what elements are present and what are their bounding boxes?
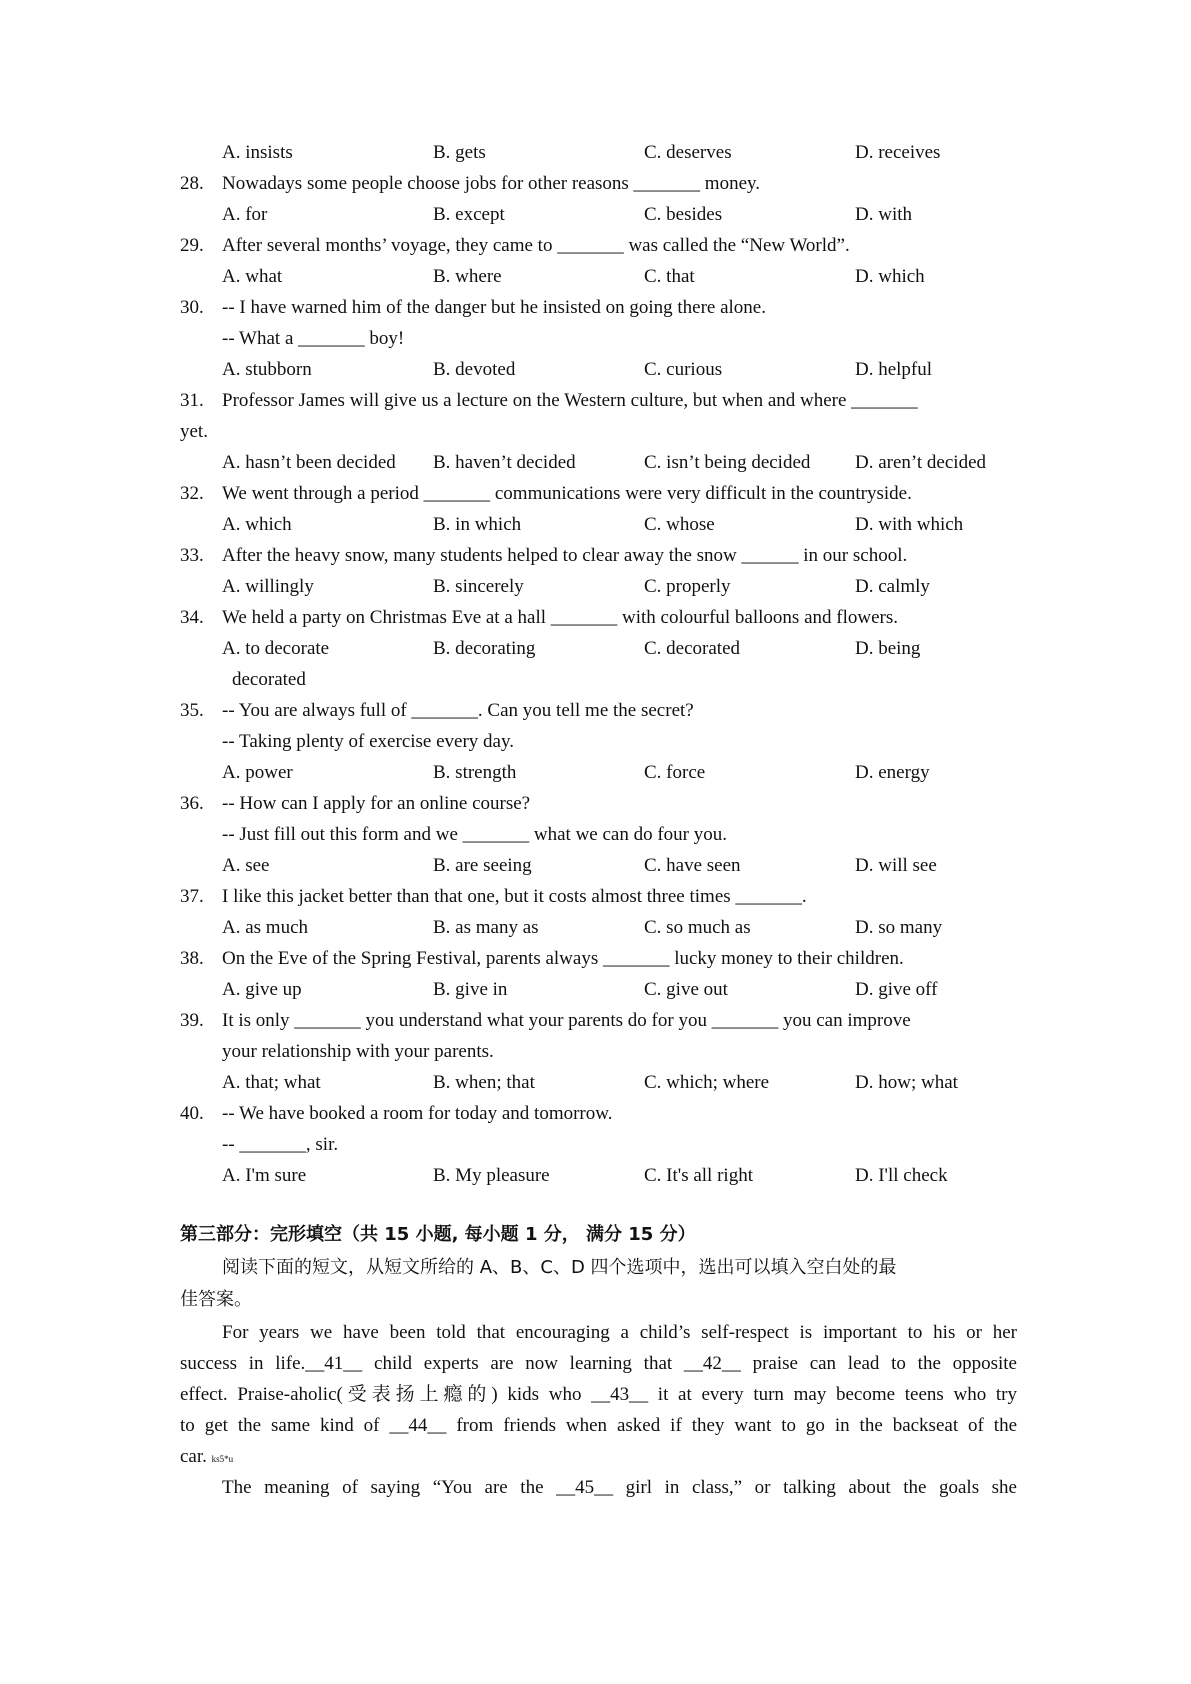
- option-d-continued: decorated: [232, 669, 306, 690]
- option-c: C. isn’t being decided: [644, 452, 811, 473]
- option-b: B. My pleasure: [433, 1165, 550, 1186]
- option-b: B. in which: [433, 514, 522, 535]
- option-b: B. as many as: [433, 917, 539, 938]
- option-c: C. decorated: [644, 638, 741, 659]
- option-c: C. curious: [644, 359, 723, 380]
- option-d: D. will see: [855, 855, 937, 876]
- question-stem: After the heavy snow, many students helped to clear away the snow ______ in our school.: [222, 545, 908, 566]
- question-stem: I like this jacket better than that one, but it costs almost three times _______.: [222, 886, 807, 907]
- question-stem: Professor James will give us a lecture on the Western culture, but when and where _______: [222, 390, 918, 411]
- question-number: 28.: [180, 173, 204, 194]
- option-d: D. calmly: [855, 576, 930, 597]
- option-b: B. sincerely: [433, 576, 524, 597]
- option-a: A. hasn’t been decided: [222, 452, 396, 473]
- option-d: D. so many: [855, 917, 943, 938]
- option-a: A. I'm sure: [222, 1165, 307, 1186]
- instructions-text-cont: 佳答案。: [180, 1289, 252, 1310]
- option-c: C. properly: [644, 576, 731, 597]
- option-c: C. that: [644, 266, 695, 287]
- question-number: 39.: [180, 1010, 204, 1031]
- option-c: C. give out: [644, 979, 728, 1000]
- option-a: A. which: [222, 514, 292, 535]
- question-stem: We went through a period _______ communications were very difficult in the countryside.: [222, 483, 912, 504]
- option-d: D. which: [855, 266, 925, 287]
- question-number: 30.: [180, 297, 204, 318]
- question-number: 35.: [180, 700, 204, 721]
- option-b: B. devoted: [433, 359, 516, 380]
- option-a: A. see: [222, 855, 270, 876]
- option-d: D. helpful: [855, 359, 933, 380]
- option-c: C. have seen: [644, 855, 741, 876]
- option-d: D. how; what: [855, 1072, 958, 1093]
- option-a: A. to decorate: [222, 638, 330, 659]
- option-b: B. when; that: [433, 1072, 535, 1093]
- question-stem-line2: -- What a _______ boy!: [222, 328, 405, 349]
- option-a: A. that; what: [222, 1072, 321, 1093]
- question-stem: On the Eve of the Spring Festival, parents always _______ lucky money to their children.: [222, 948, 904, 969]
- option-d: D. aren’t decided: [855, 452, 987, 473]
- option-b: B. gets: [433, 142, 486, 163]
- option-c: C. force: [644, 762, 706, 783]
- question-stem: Nowadays some people choose jobs for other reasons _______ money.: [222, 173, 761, 194]
- option-a: A. what: [222, 266, 283, 287]
- option-b: B. except: [433, 204, 505, 225]
- question-number: 37.: [180, 886, 204, 907]
- option-b: B. where: [433, 266, 502, 287]
- passage-text: For years we have been told that encouraging a child’s self-respect is important to his or her: [222, 1322, 1017, 1343]
- question-number: 32.: [180, 483, 204, 504]
- question-stem-line2: your relationship with your parents.: [222, 1041, 494, 1062]
- option-b: B. haven’t decided: [433, 452, 576, 473]
- option-b: B. are seeing: [433, 855, 532, 876]
- question-number: 34.: [180, 607, 204, 628]
- question-stem-line2: -- Just fill out this form and we _______ what we can do four you.: [222, 824, 727, 845]
- option-a: A. for: [222, 204, 268, 225]
- option-d: D. being: [855, 638, 921, 659]
- option-d: D. energy: [855, 762, 930, 783]
- question-number: 31.: [180, 390, 204, 411]
- question-stem: -- You are always full of _______. Can you tell me the secret?: [222, 700, 694, 721]
- passage-text: [180, 1446, 233, 1470]
- passage-text: to get the same kind of __44__ from friends when asked if they want to go in the backseat of the: [180, 1415, 1017, 1436]
- option-a: A. power: [222, 762, 293, 783]
- option-d: D. receives: [855, 142, 941, 163]
- question-stem: -- How can I apply for an online course?: [222, 793, 531, 814]
- question-number: 36.: [180, 793, 204, 814]
- option-b: B. strength: [433, 762, 517, 783]
- option-a: A. willingly: [222, 576, 314, 597]
- passage-text-end: car.: [180, 1446, 207, 1467]
- option-a: A. as much: [222, 917, 309, 938]
- question-stem: -- We have booked a room for today and tomorrow.: [222, 1103, 613, 1124]
- option-d: D. give off: [855, 979, 938, 1000]
- question-stem: -- I have warned him of the danger but he insisted on going there alone.: [222, 297, 766, 318]
- instructions-text: 阅读下面的短文，从短文所给的 A、B、C、D 四个选项中，选出可以填入空白处的最: [222, 1257, 897, 1278]
- option-b: B. give in: [433, 979, 508, 1000]
- question-number: 29.: [180, 235, 204, 256]
- question-number: 33.: [180, 545, 204, 566]
- question-stem: After several months’ voyage, they came to _______ was called the “New World”.: [222, 235, 850, 256]
- option-a: A. stubborn: [222, 359, 312, 380]
- option-d: D. with: [855, 204, 912, 225]
- section-heading: 第三部分：完形填空（共 15 小题, 每小题 1 分， 满分 15 分）: [180, 1224, 696, 1245]
- question-number: 38.: [180, 948, 204, 969]
- option-a: A. give up: [222, 979, 302, 1000]
- question-number: 40.: [180, 1103, 204, 1124]
- option-a: A. insists: [222, 142, 293, 163]
- option-b: B. decorating: [433, 638, 536, 659]
- question-stem-line2: yet.: [180, 421, 208, 442]
- question-stem-line2: -- Taking plenty of exercise every day.: [222, 731, 514, 752]
- option-c: C. besides: [644, 204, 723, 225]
- option-d: D. I'll check: [855, 1165, 948, 1186]
- option-c: C. which; where: [644, 1072, 770, 1093]
- option-c: C. whose: [644, 514, 715, 535]
- option-c: C. deserves: [644, 142, 732, 163]
- option-c: C. It's all right: [644, 1165, 753, 1186]
- watermark-mark: ks5*u: [211, 1454, 234, 1464]
- question-stem-line2: -- _______, sir.: [222, 1134, 339, 1155]
- passage-text: effect. Praise-aholic(受表扬上瘾的) kids who __43__ it at every turn may become teens who try: [180, 1384, 1017, 1405]
- question-stem: It is only _______ you understand what your parents do for you _______ you can improve: [222, 1010, 911, 1031]
- option-c: C. so much as: [644, 917, 751, 938]
- option-d: D. with which: [855, 514, 964, 535]
- passage-text: The meaning of saying “You are the __45__ girl in class,” or talking about the goals she: [222, 1477, 1017, 1498]
- question-stem: We held a party on Christmas Eve at a hall _______ with colourful balloons and flowers.: [222, 607, 898, 628]
- passage-text: success in life.__41__ child experts are now learning that __42__ praise can lead to the opposite: [180, 1353, 1017, 1374]
